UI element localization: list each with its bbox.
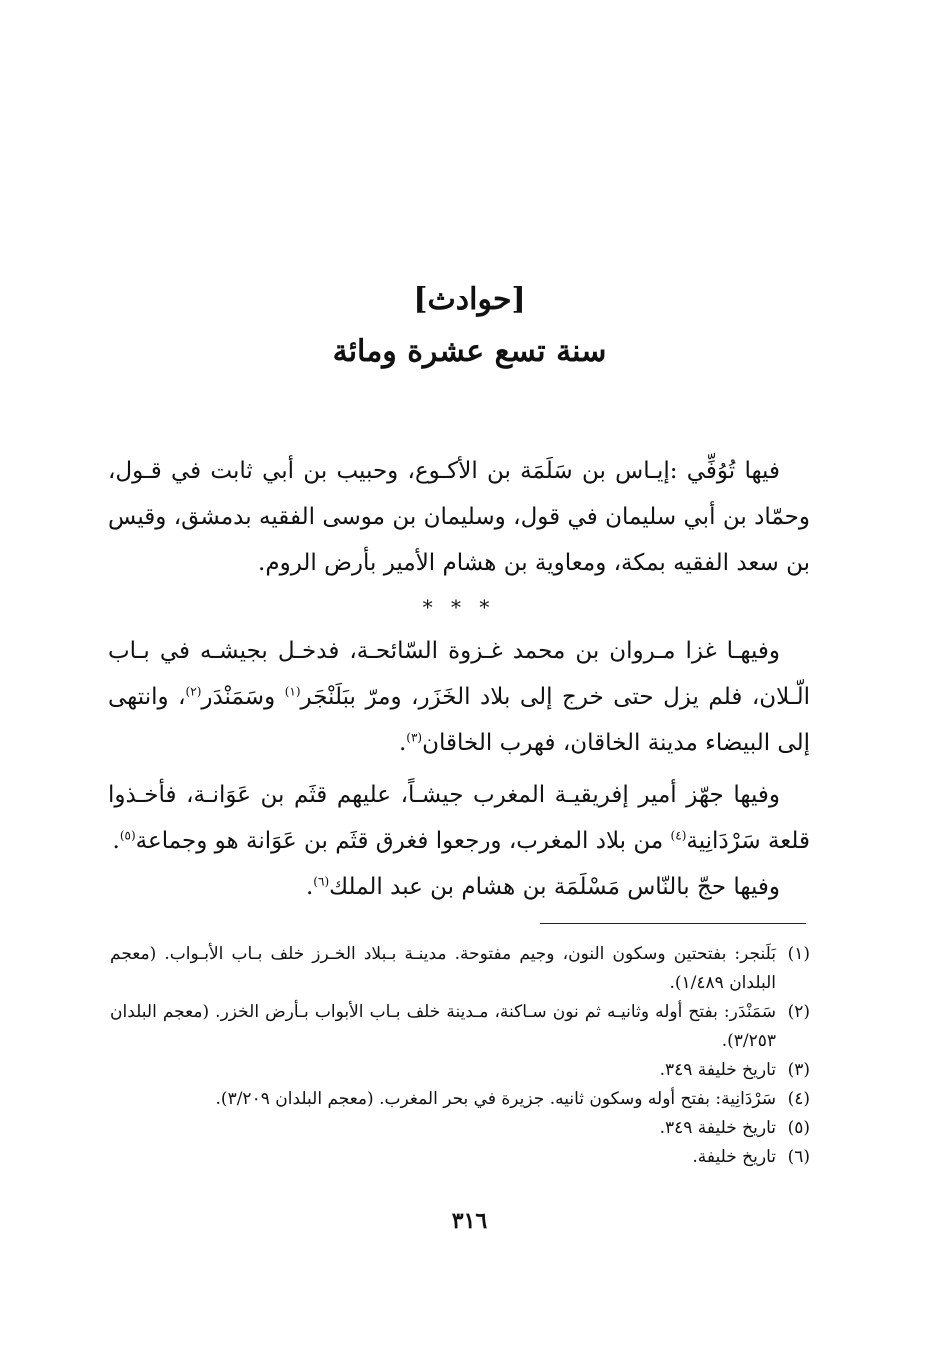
footnote-ref-4: (٤) [670,828,687,843]
footnote [110,940,810,998]
campaign-text-after: ، وانتهى إلى البيضاء مدينة الخاقان، فهرب الخاقان [108,684,810,756]
deaths-paragraph: فيها تُوُفِّي :إيـاس بن سَلَمَة بن الأكـوع، وحبيب بن أبي ثابت في قـول، وحمّاد بن أبي سليمان في قول، وسليمان بن موسى الفقيه بدمشق، وقيس بن سعد الفقيه بمكة، ومعاوية بن هشام الأمير بأرض الروم. [108,458,810,576]
maghrib-text-after: من بلاد المغرب، ورجعوا فغرق قثَم بن عَوَانة هو وجماعة [135,828,671,854]
main-text [108,448,810,910]
hajj-paragraph [108,864,810,910]
events-title: [حوادث] [413,282,526,317]
footnote-number: (٢) [787,1002,810,1022]
footnotes-list [110,940,810,1172]
maghrib-text: وفيها جهّز أمير إفريقيـة المغرب جيشـاً، عليهم قثَم بن عَوَانـة، فأخـذوا قلعة سَرْدَانِية [108,782,810,854]
page-number: ٣١٦ [451,1208,488,1234]
footnote-number: (٣) [787,1060,810,1080]
year-title: سنة تسع عشرة ومائة [332,334,607,369]
footnote-ref-3: (٣) [406,730,423,745]
campaign-text-mid: وسَمَنْدَر [201,684,285,710]
footnote-number: (٦) [787,1147,810,1167]
footnote [110,1056,810,1085]
section-heading [0,278,939,374]
footnote-ref-5: (٥) [119,828,136,843]
footnote-number: (٤) [787,1089,810,1109]
footnote-text: بَلَنجر: بفتحتين وسكون النون، وجيم مفتوحة. مدينـة بـبلاد الخـرز خلف بـاب الأبـواب. (معجم البلدان ١/٤٨٩). [110,944,776,993]
campaign-paragraph [108,628,810,766]
hajj-text: وفيها حجّ بالنّاس مَسْلَمَة بن هشام بن عبد الملك [329,874,780,900]
footnote-text: سَمَنْدَر: بفتح أوله وثانيـه ثم نون سـاكنة، مـدينة خلف بـاب الأبواب بـأرض الخزر. (معجم البلدان ٣/٢٥٣). [110,1002,776,1051]
footnote-text: تاريخ خليفة ٣٤٩. [659,1060,776,1080]
footnote-divider [540,923,806,924]
footnote [110,1143,810,1172]
footnote-ref-1: (١) [284,684,301,699]
footnote-text: تاريخ خليفة ٣٤٩. [659,1118,776,1138]
footnote [110,998,810,1056]
footnote-number: (١) [787,944,810,964]
footnote-text: تاريخ خليفة. [692,1147,776,1167]
campaign-text: وفيهـا غزا مـروان بن محمد غـزوة السّائحـة، فدخـل بجيشـه في بـاب الّـلان، فلم يزل حتى خرج إلى بلاد الخَزَر، ومرّ ببَلَنْجَر [108,638,810,710]
campaign-text-end: . [398,730,407,756]
footnote-number: (٥) [787,1118,810,1138]
section-separator: * * * [422,595,496,619]
footnote-ref-6: (٦) [313,874,330,889]
footnote-ref-2: (٢) [185,684,202,699]
footnote [110,1114,810,1143]
footnote-text: سَرْدَانِية: بفتح أوله وسكون ثانيه. جزيرة في بحر المغرب. (معجم البلدان ٣/٢٠٩). [215,1089,776,1109]
footnote [110,1085,810,1114]
hajj-text-end: . [305,874,314,900]
maghrib-paragraph [108,772,810,864]
maghrib-text-end: . [112,828,120,854]
